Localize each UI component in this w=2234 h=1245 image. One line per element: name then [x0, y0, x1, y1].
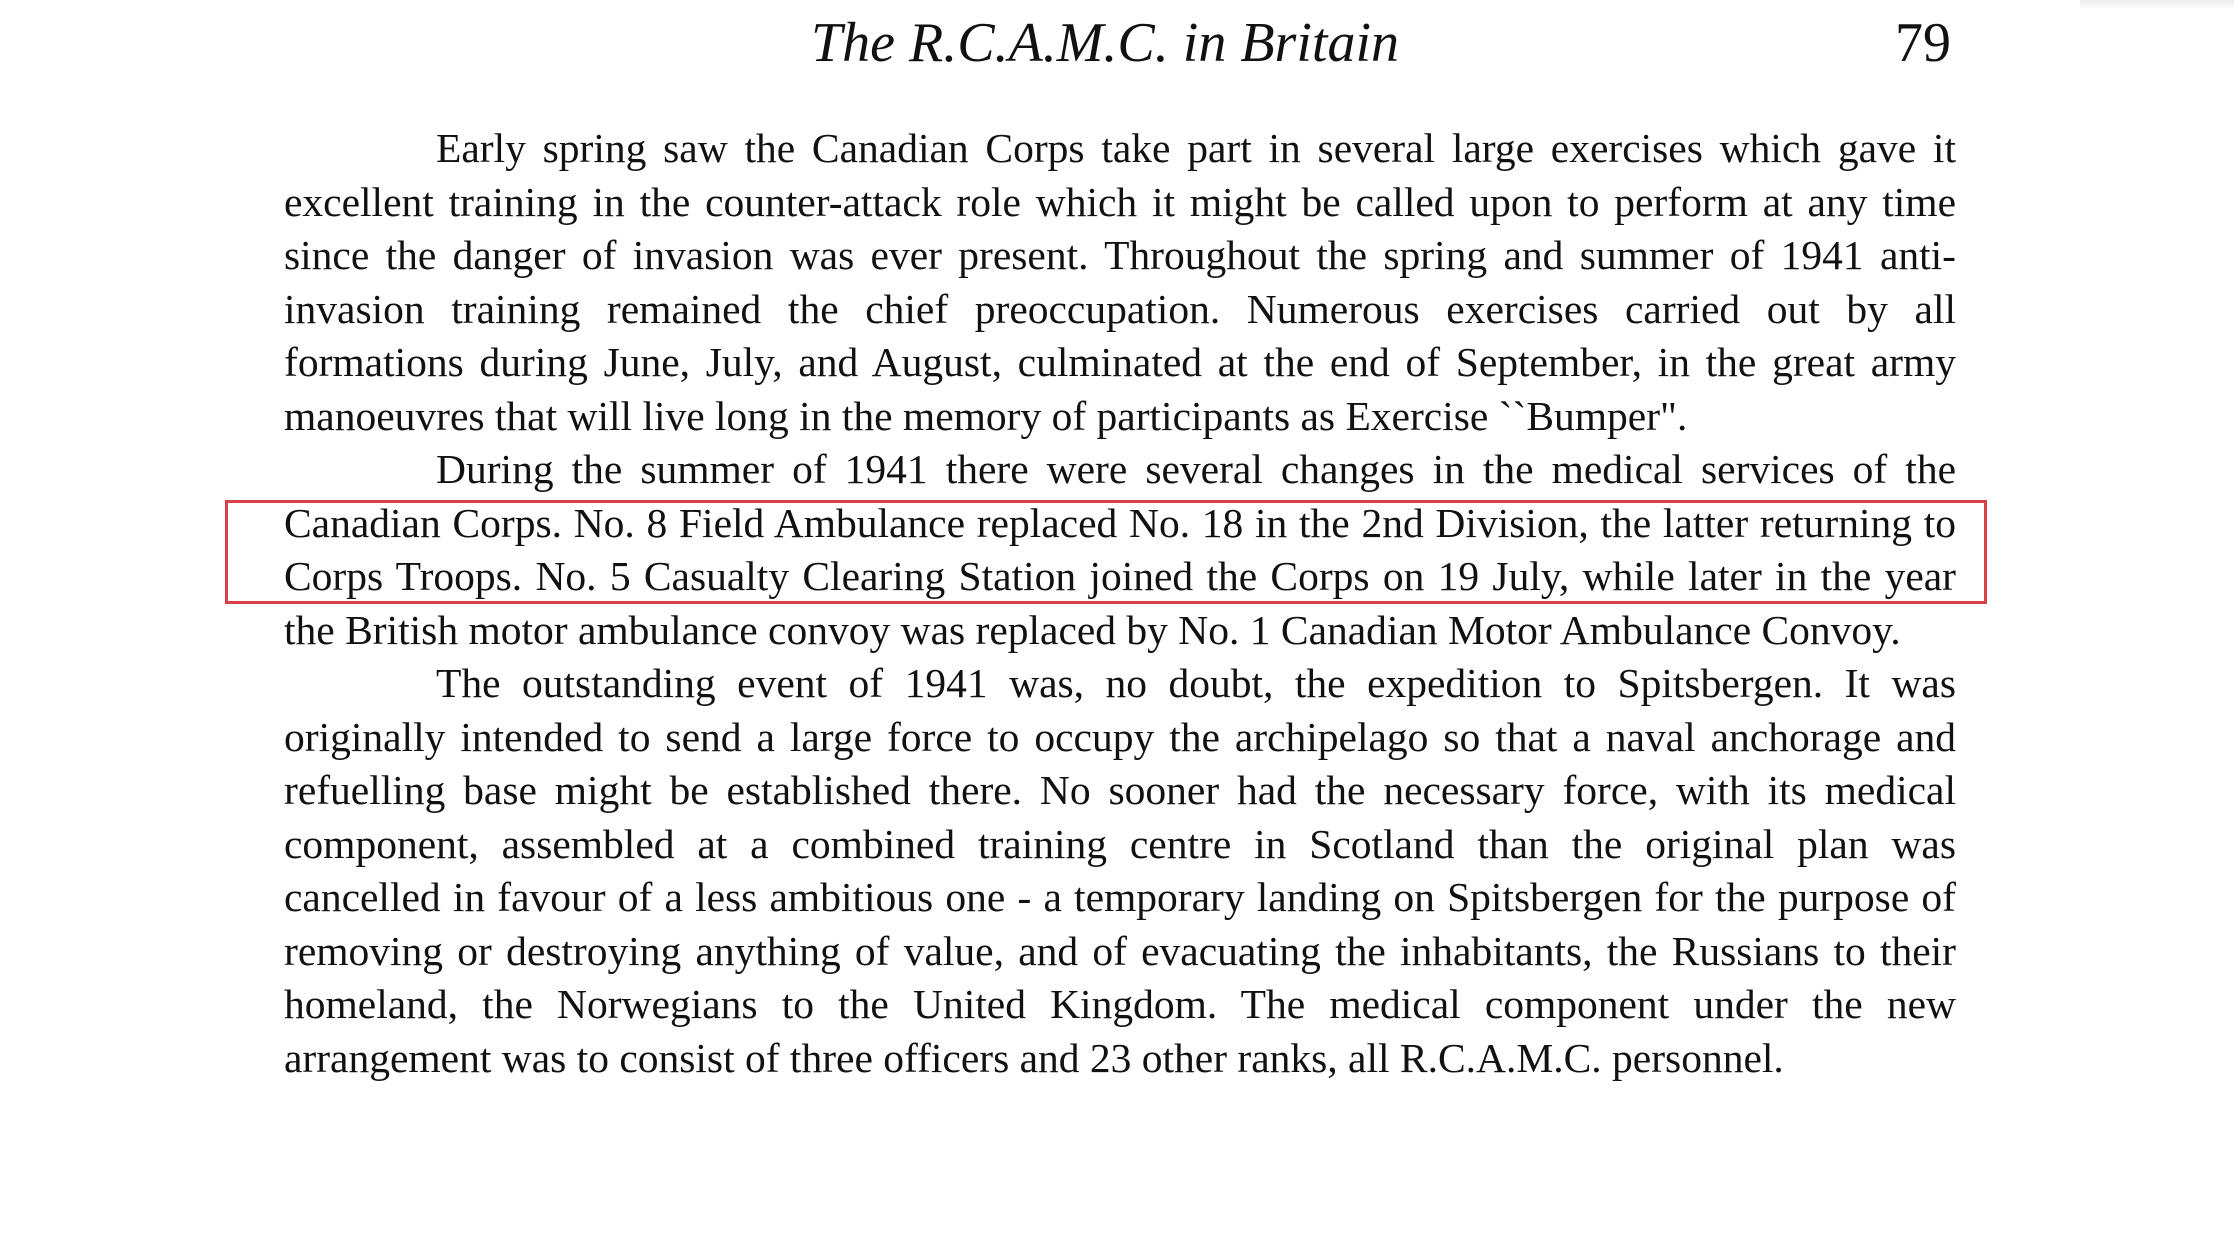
paragraph-exercises: Early spring saw the Canadian Corps take part in several large exercises which gave it excellent training in the counter-attack role which it might be called upon to perform at any time since the danger of invasion was ever present. Throughout the spring and summer of 1941 anti-invasion training remained the chief preoccupation. Numerous exercises carried out by all formations during June, July, and August, culminated at the end of September, in the great army manoeuvres that will live long in the memory of participants as Exercise ``Bumper".: [284, 125, 1956, 439]
running-title: The R.C.A.M.C. in Britain: [811, 12, 1399, 74]
paragraph-spitsbergen: The outstanding event of 1941 was, no doubt, the expedition to Spitsbergen. It was originally intended to send a large force to occupy the archipelago so that a naval anchorage and refuelling base might be established there. No sooner had the necessary force, with its medical component, assembled at a combined training centre in Scotland than the original plan was cancelled in favour of a less ambitious one - a temporary landing on Spitsbergen for the purpose of removing or destroying anything of value, and of evacuating the inhabitants, the Russians to their homeland, the Norwegians to the United Kingdom. The medical component under the new arrangement was to consist of three officers and 23 other ranks, all R.C.A.M.C. personnel.: [284, 660, 1956, 1081]
page-number: 79: [1895, 12, 1951, 74]
page-header: [0, 8, 2234, 78]
paragraph-medical-changes: During the summer of 1941 there were several changes in the medical services of the Canadian Corps. No. 8 Field Ambulance replaced No. 18 in the 2nd Division, the latter returning to Corps Troops. No. 5 Casualty Clearing Station joined the Corps on 19 July, while later in the year the British motor ambulance convoy was replaced by No. 1 Canadian Motor Ambulance Convoy.: [284, 446, 1956, 653]
page-body: [284, 122, 1956, 1085]
